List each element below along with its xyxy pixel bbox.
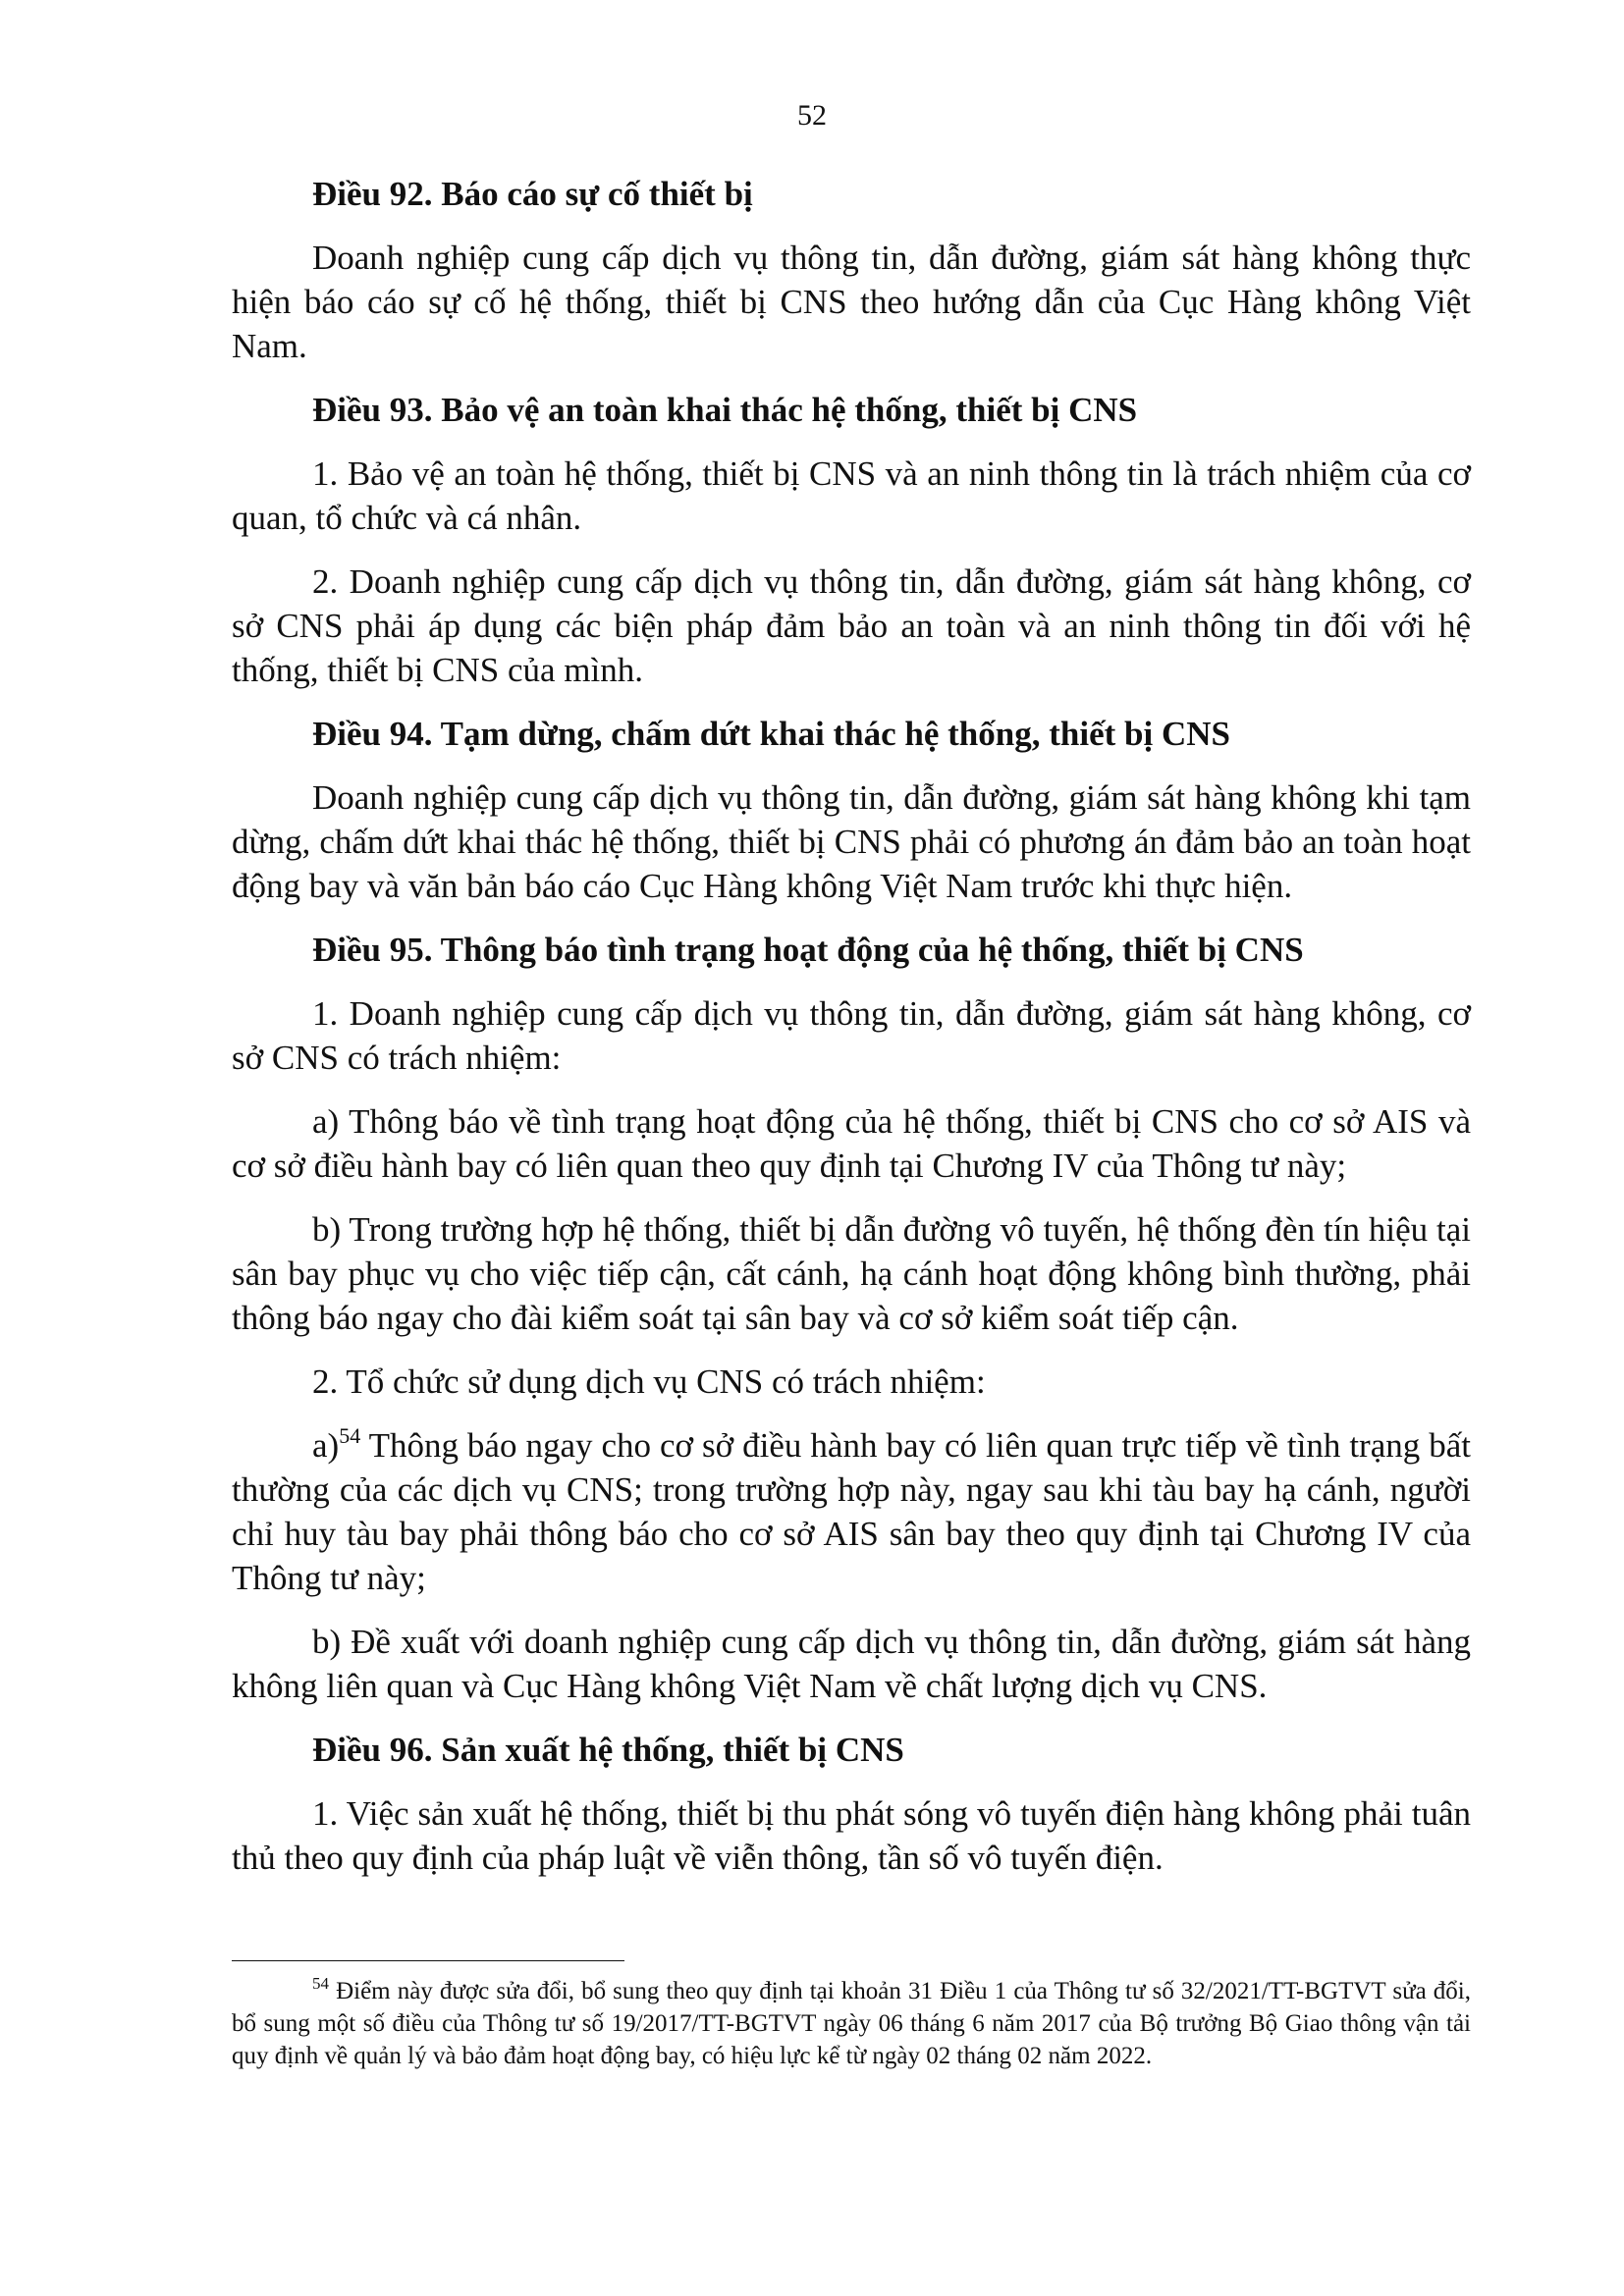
document-body xyxy=(232,172,1471,1880)
footnote-number: 54 xyxy=(312,1974,329,1993)
article-96-clause-1: 1. Việc sản xuất hệ thống, thiết bị thu phát sóng vô tuyến điện hàng không phải tuân thủ theo quy định của pháp luật về viễn thông, tần số vô tuyến điện. xyxy=(232,1794,1471,1877)
article-92-paragraph: Doanh nghiệp cung cấp dịch vụ thông tin, dẫn đường, giám sát hàng không thực hiện báo cáo sự cố hệ thống, thiết bị CNS theo hướng dẫn của Cục Hàng không Việt Nam. xyxy=(232,239,1471,365)
page-number: 52 xyxy=(797,99,827,132)
article-95-clause-1-point-a: a) Thông báo về tình trạng hoạt động của hệ thống, thiết bị CNS cho cơ sở AIS và cơ sở điều hành bay có liên quan theo quy định tại Chương IV của Thông tư này; xyxy=(232,1102,1471,1185)
article-94-heading: Điều 94. Tạm dừng, chấm dứt khai thác hệ thống, thiết bị CNS xyxy=(312,715,1230,753)
article-95-clause-2: 2. Tổ chức sử dụng dịch vụ CNS có trách nhiệm: xyxy=(312,1362,986,1401)
article-93-clause-2: 2. Doanh nghiệp cung cấp dịch vụ thông tin, dẫn đường, giám sát hàng không, cơ sở CNS phải áp dụng các biện pháp đảm bảo an toàn và an ninh thông tin đối với hệ thống, thiết bị CNS của mình. xyxy=(232,562,1471,689)
article-96-heading: Điều 96. Sản xuất hệ thống, thiết bị CNS xyxy=(312,1731,904,1769)
footnote xyxy=(232,1975,1471,2072)
article-95-clause-1-point-b: b) Trong trường hợp hệ thống, thiết bị dẫn đường vô tuyến, hệ thống đèn tín hiệu tại sân bay phục vụ cho việc tiếp cận, cất cánh, hạ cánh hoạt động không bình thường, phải thông báo ngay cho đài kiểm soát tại sân bay và cơ sở kiểm soát tiếp cận. xyxy=(232,1210,1471,1337)
article-95-clause-2-point-a xyxy=(232,1423,1471,1600)
footnote-text: Điểm này được sửa đổi, bổ sung theo quy định tại khoản 31 Điều 1 của Thông tư số 32/2021/TT-BGTVT sửa đổi, bổ sung một số điều của Thông tư số 19/2017/TT-BGTVT ngày 06 tháng 6 năm 2017 của Bộ trưởng Bộ Giao thông vận tải quy định về quản lý và bảo đảm hoạt động bay, có hiệu lực kể từ ngày 02 tháng 02 năm 2022. xyxy=(232,1978,1471,2069)
article-92-heading: Điều 92. Báo cáo sự cố thiết bị xyxy=(312,175,753,213)
point-a-text: Thông báo ngay cho cơ sở điều hành bay có liên quan trực tiếp về tình trạng bất thường của các dịch vụ CNS; trong trường hợp này, ngay sau khi tàu bay hạ cánh, người chỉ huy tàu bay phải thông báo cho cơ sở AIS sân bay theo quy định tại Chương IV của Thông tư này; xyxy=(232,1426,1471,1597)
footnote-separator xyxy=(232,1960,624,1961)
article-93-clause-1: 1. Bảo vệ an toàn hệ thống, thiết bị CNS và an ninh thông tin là trách nhiệm của cơ quan, tổ chức và cá nhân. xyxy=(232,454,1471,537)
article-95-clause-2-point-b: b) Đề xuất với doanh nghiệp cung cấp dịch vụ thông tin, dẫn đường, giám sát hàng không liên quan và Cục Hàng không Việt Nam về chất lượng dịch vụ CNS. xyxy=(232,1623,1471,1705)
article-95-clause-1: 1. Doanh nghiệp cung cấp dịch vụ thông tin, dẫn đường, giám sát hàng không, cơ sở CNS có trách nhiệm: xyxy=(232,994,1471,1077)
article-93-heading: Điều 93. Bảo vệ an toàn khai thác hệ thống, thiết bị CNS xyxy=(312,391,1138,429)
article-95-heading: Điều 95. Thông báo tình trạng hoạt động của hệ thống, thiết bị CNS xyxy=(312,931,1304,969)
article-94-paragraph: Doanh nghiệp cung cấp dịch vụ thông tin, dẫn đường, giám sát hàng không khi tạm dừng, chấm dứt khai thác hệ thống, thiết bị CNS phải có phương án đảm bảo an toàn hoạt động bay và văn bản báo cáo Cục Hàng không Việt Nam trước khi thực hiện. xyxy=(232,778,1471,905)
point-a-prefix: a) xyxy=(312,1426,340,1465)
footnote-reference[interactable]: 54 xyxy=(339,1423,361,1448)
